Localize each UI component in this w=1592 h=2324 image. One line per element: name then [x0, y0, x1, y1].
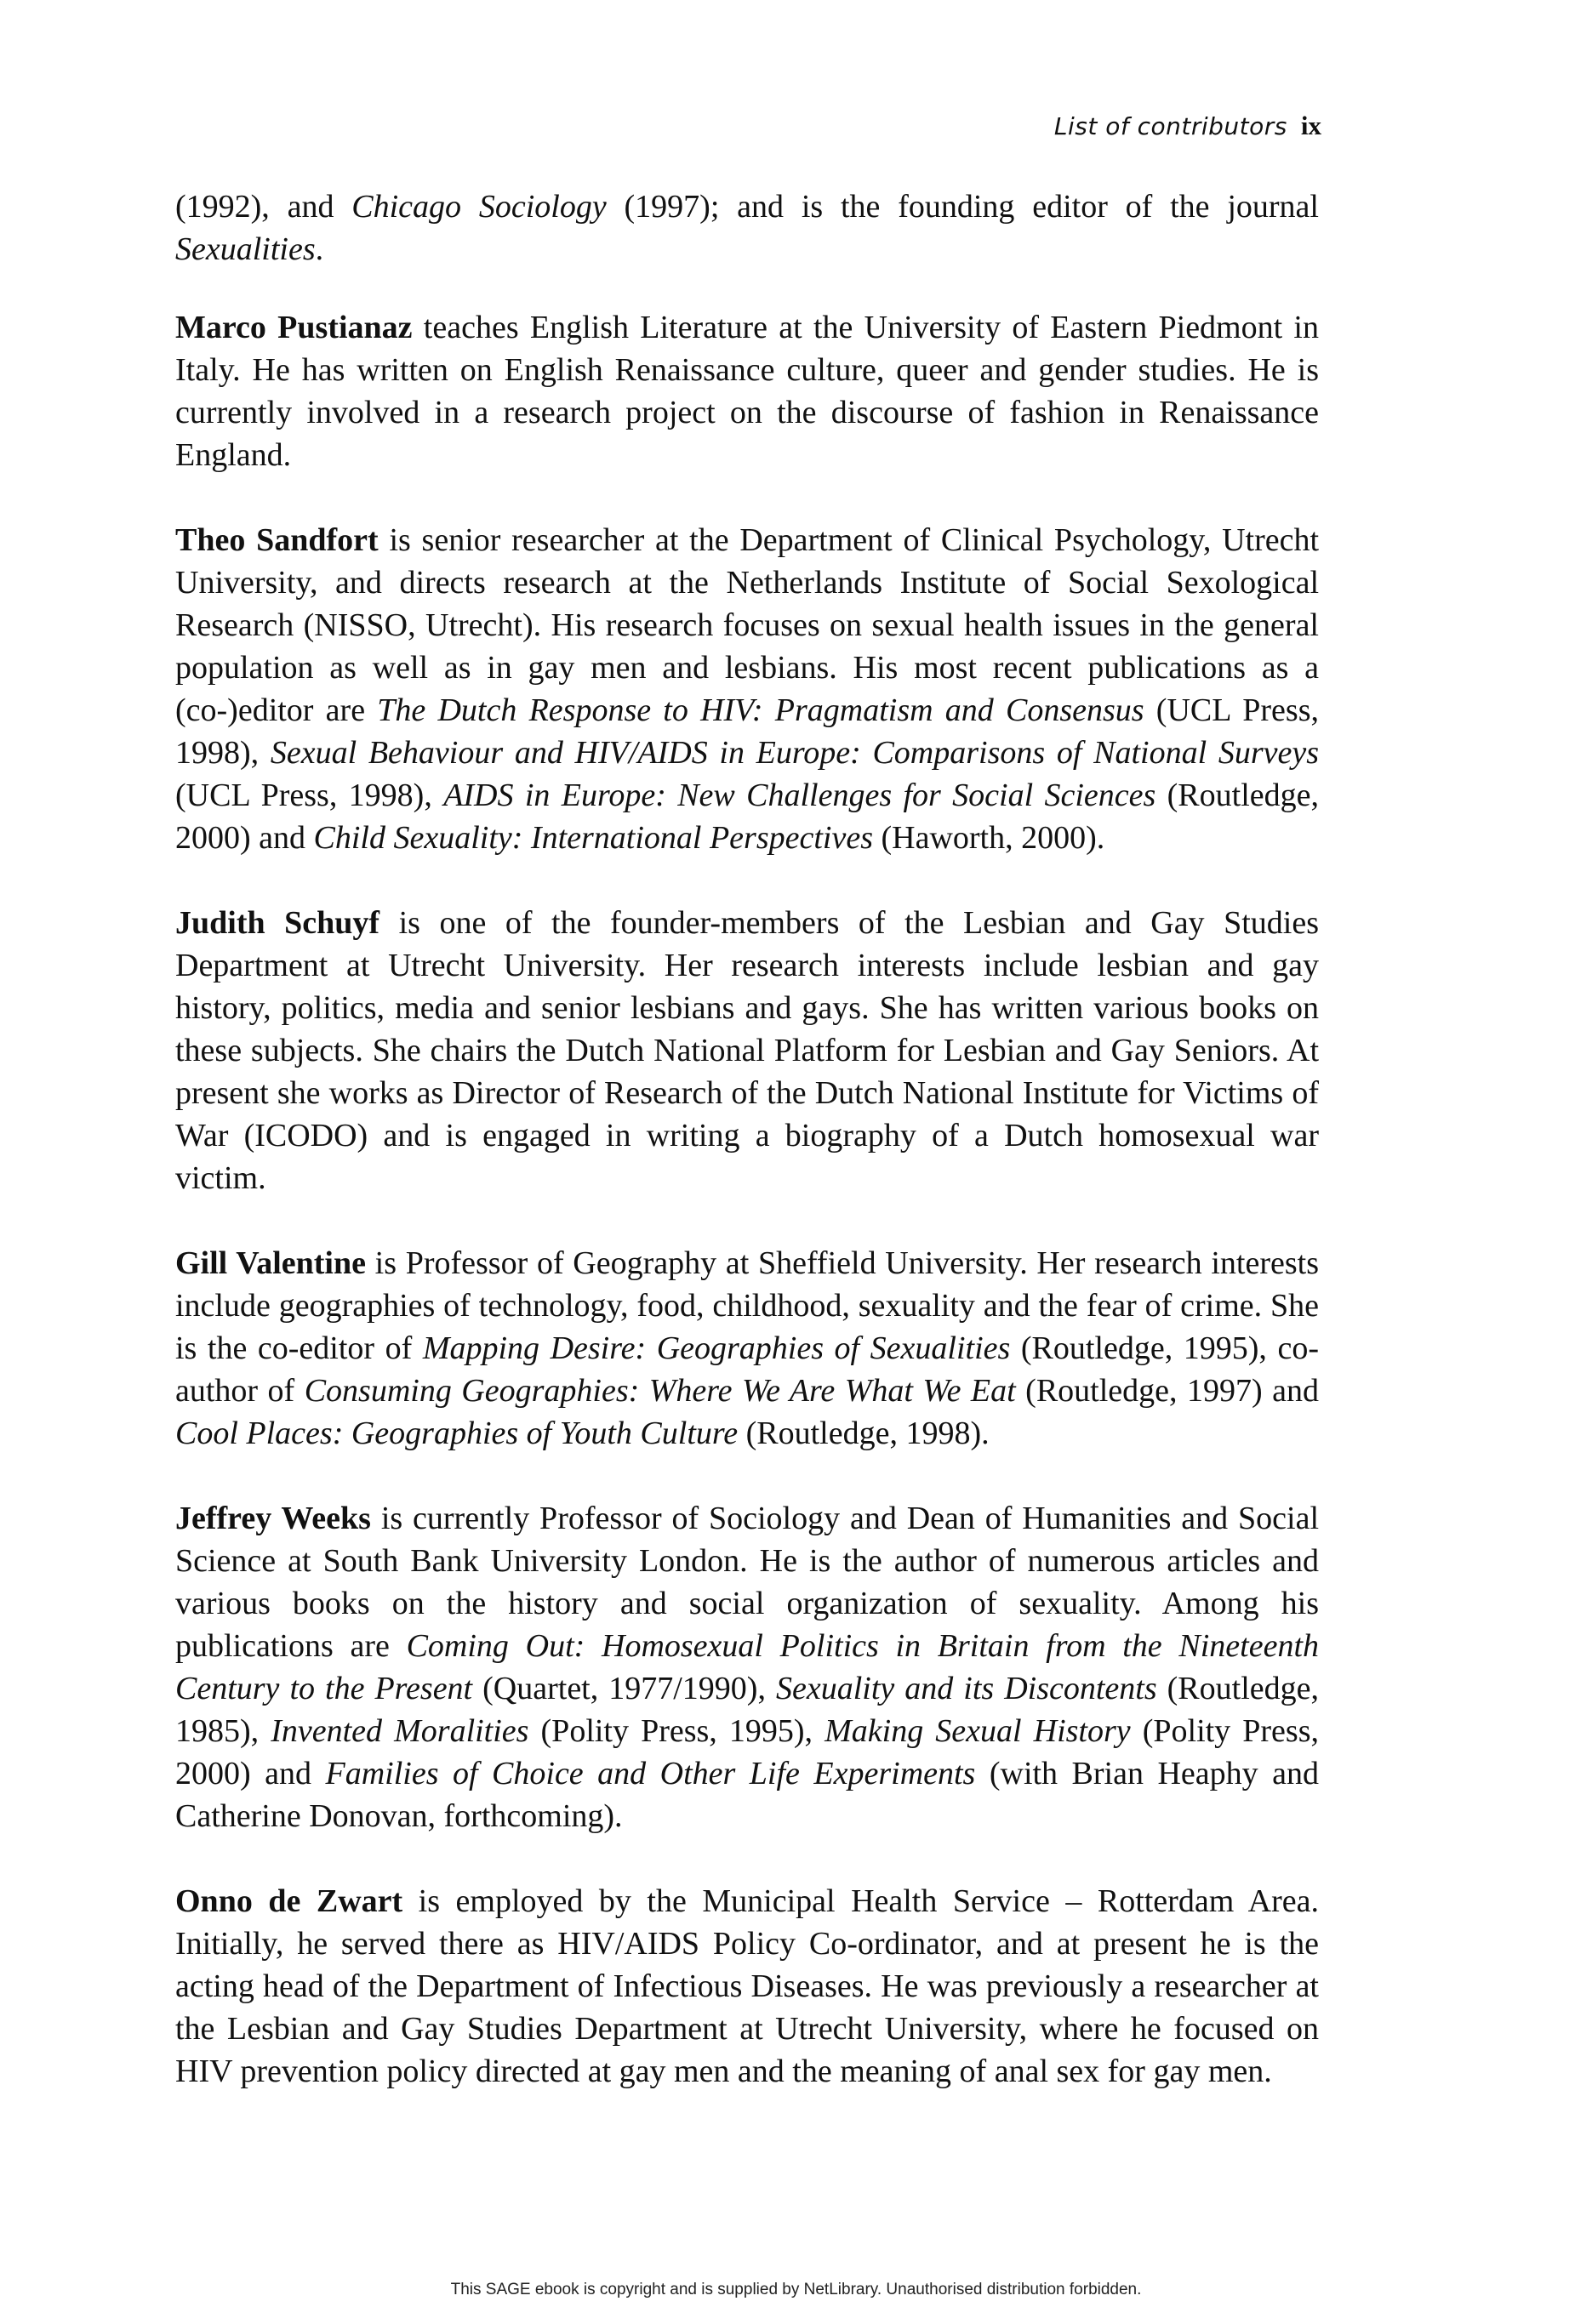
publication-title: The Dutch Response to HIV: Pragmatism and Consensus: [377, 692, 1144, 728]
contributors-list: [175, 185, 1319, 2135]
publication-title: Child Sexuality: International Perspectives: [313, 820, 873, 856]
body-text: (UCL Press, 1998),: [175, 778, 444, 813]
page-number: ix: [1300, 111, 1321, 140]
contributor-name: Onno de Zwart: [175, 1883, 403, 1919]
contributor-entry-sandfort: [175, 519, 1319, 859]
running-head: [1054, 109, 1321, 144]
publication-title: Families of Choice and Other Life Experiments: [325, 1756, 976, 1791]
body-text: (Routledge, 1995), co-author of: [175, 1330, 1319, 1409]
publication-title: Sexualities: [175, 231, 316, 267]
body-text: is employed by the Municipal Health Service – Rotterdam Area. Initially, he served there as HIV/AIDS Policy Co-ordinator, and at present he is the acting head of the Department of Infectious Diseases. He was previously a researcher at the Lesbian and Gay Studies Department at Utrecht University, where he focused on HIV prevention policy directed at gay men and the meaning of anal sex for gay men.: [175, 1883, 1319, 2089]
body-text: (Quartet, 1977/1990),: [472, 1671, 776, 1706]
running-head-title: List of contributors: [1053, 112, 1287, 140]
body-text: teaches English Literature at the University of Eastern Piedmont in Italy. He has written on English Renaissance culture, queer and gender studies. He is currently involved in a research project on the discourse of fashion in Renaissance England.: [175, 310, 1319, 473]
body-text: (1997); and is the founding editor of the journal: [606, 189, 1319, 225]
contributor-name: Theo Sandfort: [175, 522, 379, 558]
body-text: is Professor of Geography at Sheffield University. Her research interests include geographies of technology, food, childhood, sexuality and the fear of crime. She is the co-editor of: [175, 1245, 1319, 1366]
body-text: (1992), and: [175, 189, 352, 225]
publication-title: Invented Moralities: [271, 1713, 529, 1749]
contributor-name: Gill Valentine: [175, 1245, 366, 1281]
contributor-entry-pustianaz: [175, 306, 1319, 476]
contributor-name: Jeffrey Weeks: [175, 1501, 371, 1536]
contributor-entry-valentine: [175, 1242, 1319, 1455]
body-text: (UCL Press, 1998),: [175, 692, 1319, 771]
contributor-name: Judith Schuyf: [175, 905, 380, 941]
publication-title: Sexuality and its Discontents: [775, 1671, 1157, 1706]
body-text: (Routledge, 1998).: [738, 1415, 990, 1451]
publication-title: Sexual Behaviour and HIV/AIDS in Europe: Comparisons of National Surveys: [270, 735, 1320, 771]
publication-title: Chicago Sociology: [351, 189, 607, 225]
publication-title: Consuming Geographies: Where We Are What We Eat: [304, 1373, 1016, 1409]
body-text: (Polity Press, 1995),: [528, 1713, 825, 1749]
contributor-entry-de-zwart: [175, 1880, 1319, 2093]
body-text: is one of the founder-members of the Lesbian and Gay Studies Department at Utrecht University. Her research interests include lesbian and gay history, politics, media and senior lesbians and gays. She has written various books on these subjects. She chairs the Dutch National Platform for Lesbian and Gay Seniors. At present she works as Director of Research of the Dutch National Institute for Victims of War (ICODO) and is engaged in writing a biography of a Dutch homosexual war victim.: [175, 905, 1319, 1196]
body-text: (Routledge, 2000) and: [175, 778, 1319, 856]
contributor-name: Marco Pustianaz: [175, 310, 413, 345]
publication-title: Coming Out: Homosexual Politics in Britain from the Nineteenth Century to the Present: [175, 1628, 1319, 1706]
publication-title: Making Sexual History: [825, 1713, 1131, 1749]
body-text: (Routledge, 1985),: [175, 1671, 1320, 1749]
contributor-entry-schuyf: [175, 902, 1319, 1199]
body-text: is currently Professor of Sociology and Dean of Humanities and Social Science at South Bank University London. He is the author of numerous articles and various books on the history and social organization of sexuality. Among his publications are: [175, 1501, 1320, 1664]
body-text: (Haworth, 2000).: [872, 820, 1105, 856]
publication-title: AIDS in Europe: New Challenges for Social Sciences: [443, 778, 1156, 813]
body-text: .: [315, 231, 324, 267]
copyright-notice: This SAGE ebook is copyright and is supplied by NetLibrary. Unauthorised distribution forbidden.: [450, 2281, 1142, 2298]
publication-title: Cool Places: Geographies of Youth Culture: [175, 1415, 739, 1451]
body-text: is senior researcher at the Department of Clinical Psychology, Utrecht University, and directs research at the Netherlands Institute of Social Sexological Research (NISSO, Utrecht). His research focuses on sexual health issues in the general population as well as in gay men and lesbians. His most recent publications as a (co-)editor are: [175, 522, 1320, 728]
body-text: (Routledge, 1997) and: [1015, 1373, 1319, 1409]
publication-title: Mapping Desire: Geographies of Sexualities: [422, 1330, 1011, 1366]
contributor-entry-weeks: [175, 1497, 1319, 1837]
body-text: (with Brian Heaphy and Catherine Donovan, forthcoming).: [175, 1756, 1319, 1834]
body-text: (Polity Press, 2000) and: [175, 1713, 1319, 1791]
contributor-entry-continued: [175, 185, 1319, 271]
